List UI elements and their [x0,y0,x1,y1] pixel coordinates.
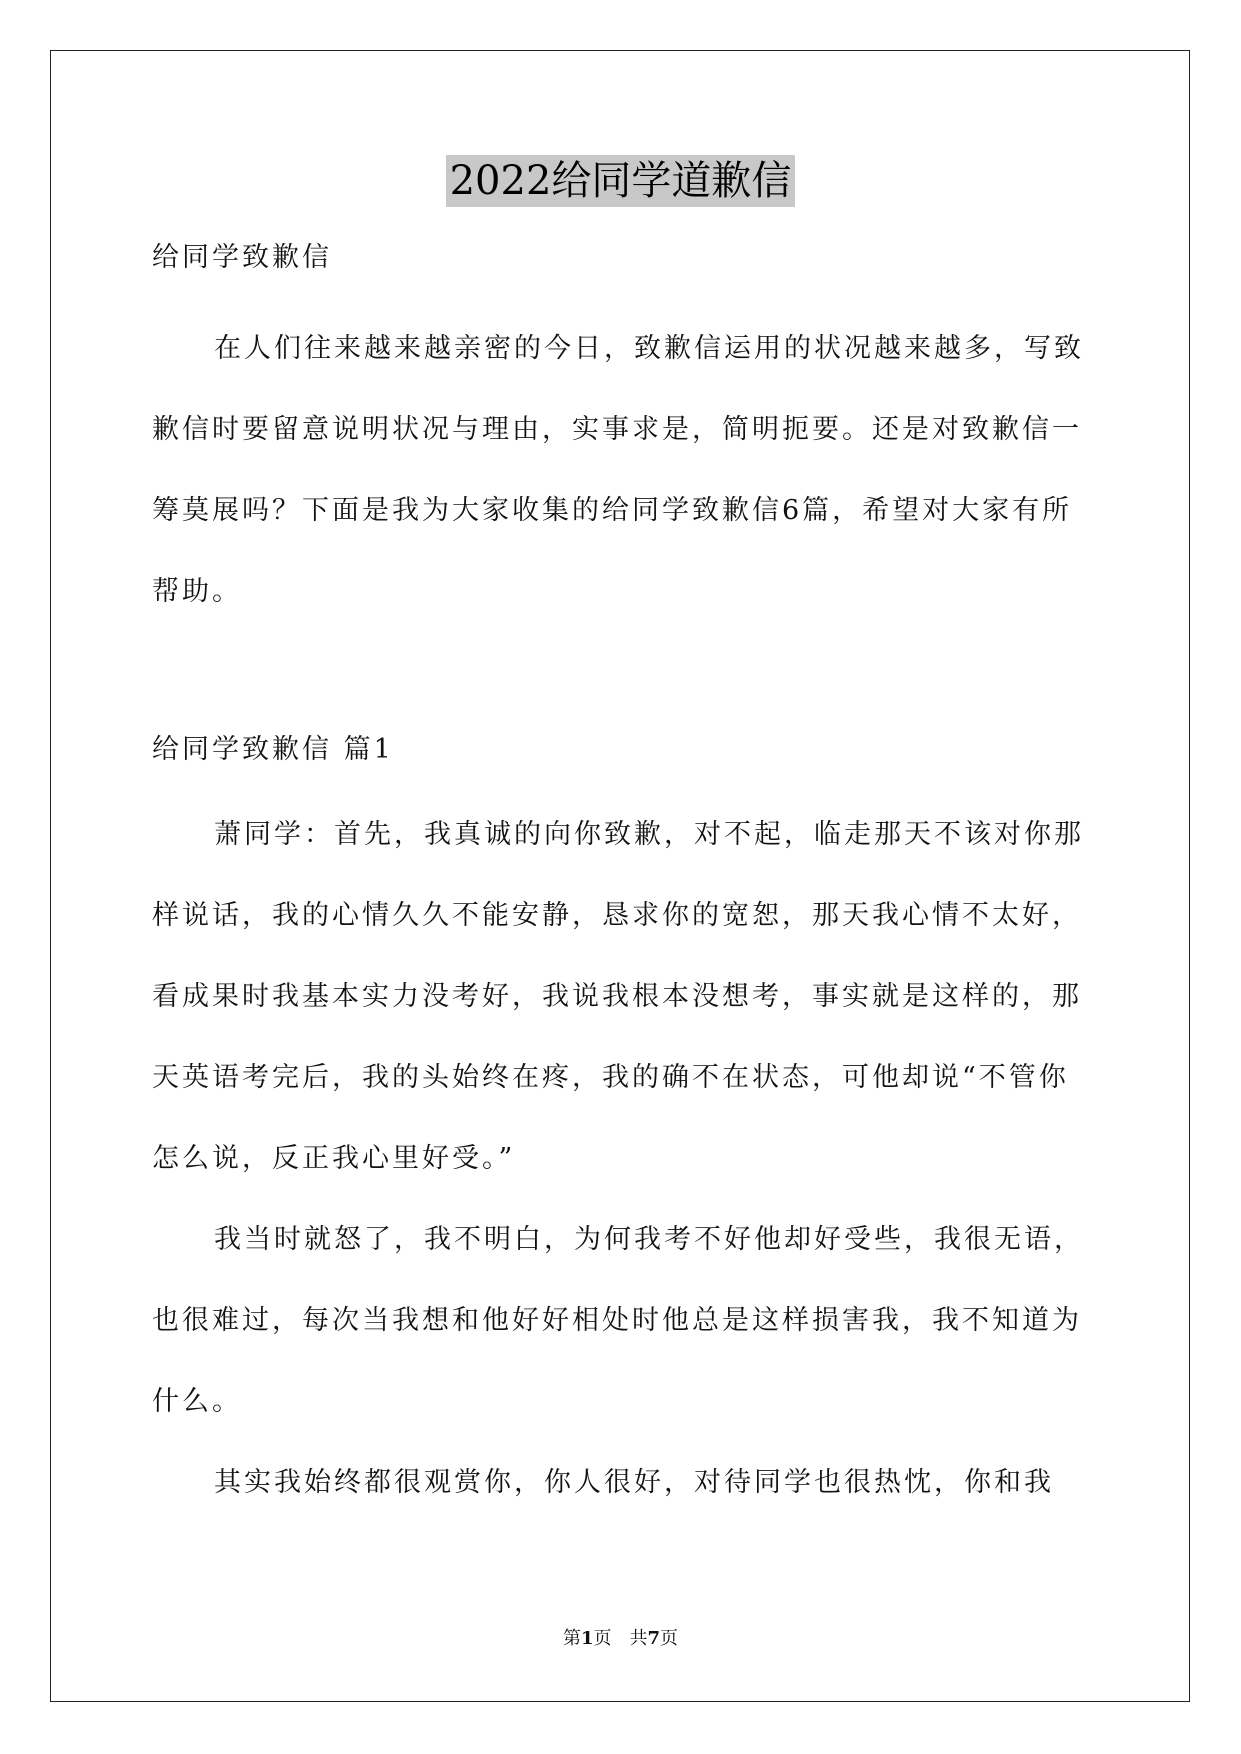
page-separator: 页 共 [593,1628,648,1649]
section-heading: 给同学致歉信 篇1 [152,734,394,765]
total-page-number: 7 [647,1628,661,1649]
body-paragraph: 其实我始终都很观赏你，你人很好，对待同学也很热忱，你和我 [214,1467,1054,1498]
document-body [152,228,1094,1523]
body-paragraph: 我当时就怒了，我不明白，为何我考不好他却好受些，我很无语，也很难过，每次当我想和他好好相处时他总是这样损害我，我不知道为什么。 [152,1224,1084,1417]
intro-heading: 给同学致歉信 [152,242,332,273]
document-title: 2022给同学道歉信 [446,155,796,207]
intro-paragraph: 在人们往来越来越亲密的今日，致歉信运用的状况越来越多，写致歉信时要留意说明状况与理由，实事求是，简明扼要。还是对致歉信一筹莫展吗？下面是我为大家收集的给同学致歉信6篇，希望对大家有所帮助。 [152,333,1084,607]
current-page-number: 1 [580,1628,594,1649]
page-suffix: 页 [660,1628,679,1649]
page-footer [0,1624,1241,1650]
page-prefix: 第 [562,1628,581,1649]
body-paragraph: 萧同学：首先，我真诚的向你致歉，对不起，临走那天不该对你那样说话，我的心情久久不能安静，恳求你的宽恕，那天我心情不太好，看成果时我基本实力没考好，我说我根本没想考，事实就是这样的，那天英语考完后，我的头始终在疼，我的确不在状态，可他却说“不管你怎么说，反正我心里好受。” [152,819,1084,1174]
title-container [0,155,1241,207]
